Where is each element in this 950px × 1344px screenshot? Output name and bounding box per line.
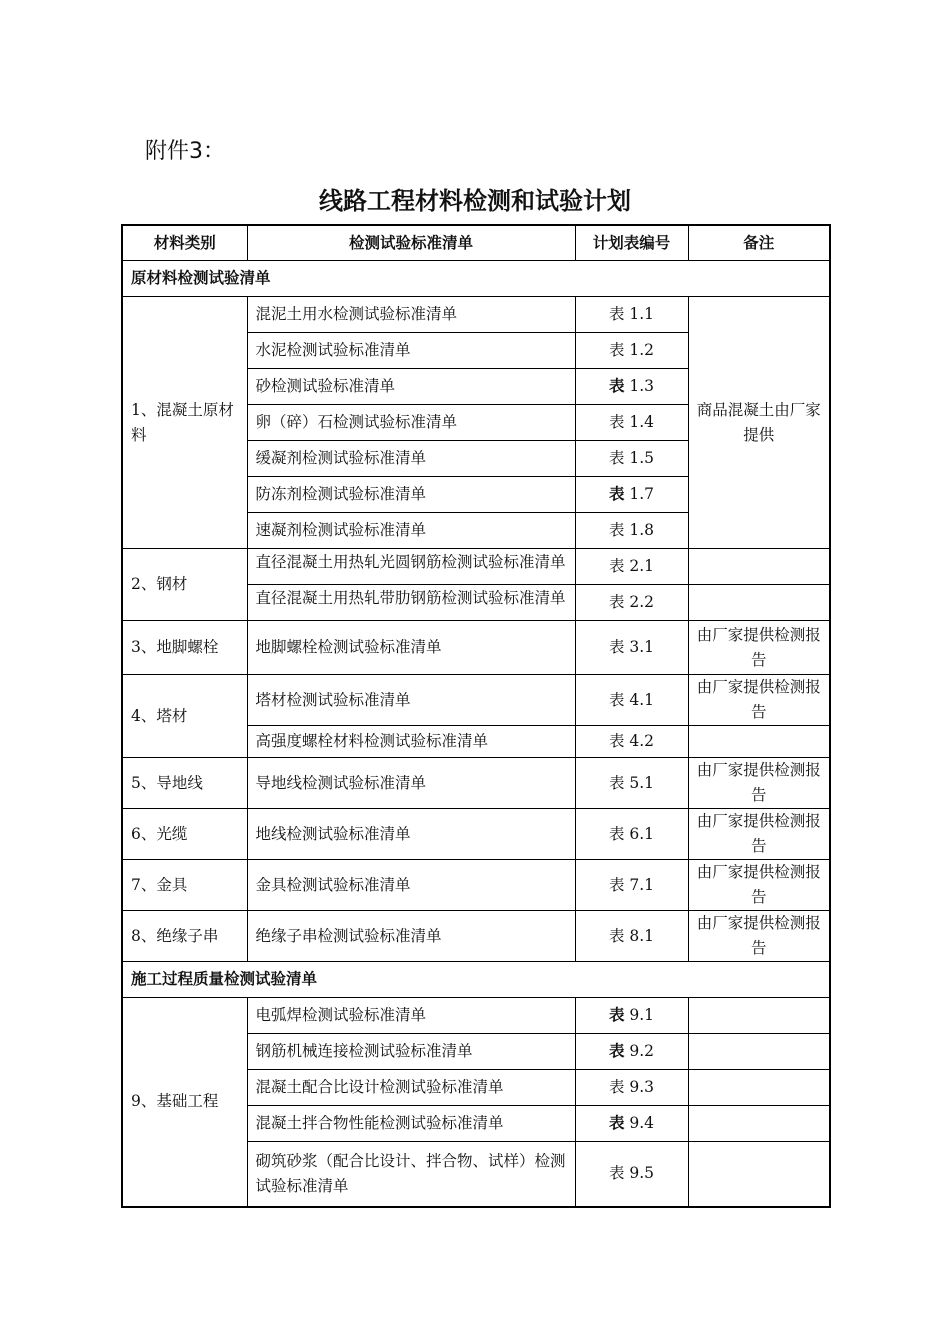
header-standard-list: 检测试验标准清单 xyxy=(247,225,575,261)
category-cell: 1、混凝土原材料 xyxy=(122,297,247,549)
document-title: 线路工程材料检测和试验计划 xyxy=(319,187,631,215)
category-cell: 9、基础工程 xyxy=(122,998,247,1207)
category-cell: 3、地脚螺栓 xyxy=(122,621,247,675)
standard-cell: 混凝土配合比设计检测试验标准清单 xyxy=(247,1070,575,1106)
standard-cell: 卵（碎）石检测试验标准清单 xyxy=(247,405,575,441)
plan-number-cell: 表 1.1 xyxy=(575,297,688,333)
plan-number-cell: 表 9.3 xyxy=(575,1070,688,1106)
table-row xyxy=(122,998,830,1034)
standard-cell: 砌筑砂浆（配合比设计、拌合物、试样）检测试验标准清单 xyxy=(247,1142,575,1207)
category-cell: 7、金具 xyxy=(122,860,247,911)
category-cell: 6、光缆 xyxy=(122,809,247,860)
standard-cell: 防冻剂检测试验标准清单 xyxy=(247,477,575,513)
plan-number-cell: 表 4.2 xyxy=(575,726,688,758)
category-cell: 8、绝缘子串 xyxy=(122,911,247,962)
remarks-cell xyxy=(688,1106,830,1142)
section-raw-materials: 原材料检测试验清单 xyxy=(122,261,830,297)
table-row xyxy=(122,860,830,911)
remarks-cell xyxy=(688,998,830,1034)
standard-cell: 塔材检测试验标准清单 xyxy=(247,675,575,726)
plan-number-cell: 表 1.8 xyxy=(575,513,688,549)
plan-number-cell: 表 4.1 xyxy=(575,675,688,726)
plan-number-cell: 表 9.1 xyxy=(575,998,688,1034)
remarks-cell xyxy=(688,585,830,621)
standard-cell: 混泥土用水检测试验标准清单 xyxy=(247,297,575,333)
table-row xyxy=(122,809,830,860)
standard-cell: 钢筋机械连接检测试验标准清单 xyxy=(247,1034,575,1070)
plan-number-cell: 表 1.4 xyxy=(575,405,688,441)
remarks-cell: 由厂家提供检测报告 xyxy=(688,911,830,962)
plan-number-cell: 表 1.7 xyxy=(575,477,688,513)
plan-number-cell: 表 3.1 xyxy=(575,621,688,675)
attachment-label: 附件3： xyxy=(145,139,225,164)
standard-cell: 缓凝剂检测试验标准清单 xyxy=(247,441,575,477)
standard-cell: 金具检测试验标准清单 xyxy=(247,860,575,911)
section-row xyxy=(122,261,830,297)
header-plan-number: 计划表编号 xyxy=(575,225,688,261)
remarks-cell xyxy=(688,1142,830,1207)
header-category: 材料类别 xyxy=(122,225,247,261)
plan-number-cell: 表 1.5 xyxy=(575,441,688,477)
section-construction-quality: 施工过程质量检测试验清单 xyxy=(122,962,830,998)
plan-number-cell: 表 9.2 xyxy=(575,1034,688,1070)
remarks-cell xyxy=(688,726,830,758)
plan-number-cell: 表 5.1 xyxy=(575,758,688,809)
category-cell: 2、钢材 xyxy=(122,549,247,621)
plan-number-cell: 表 1.2 xyxy=(575,333,688,369)
standard-cell: 导地线检测试验标准清单 xyxy=(247,758,575,809)
remarks-cell: 由厂家提供检测报告 xyxy=(688,621,830,675)
header-row xyxy=(122,225,830,261)
header-remarks: 备注 xyxy=(688,225,830,261)
standard-cell: 地线检测试验标准清单 xyxy=(247,809,575,860)
category-cell: 5、导地线 xyxy=(122,758,247,809)
standard-cell: 速凝剂检测试验标准清单 xyxy=(247,513,575,549)
plan-number-cell: 表 1.3 xyxy=(575,369,688,405)
plan-number-cell: 表 6.1 xyxy=(575,809,688,860)
standard-cell: 绝缘子串检测试验标准清单 xyxy=(247,911,575,962)
remarks-cell: 由厂家提供检测报告 xyxy=(688,860,830,911)
plan-number-cell: 表 8.1 xyxy=(575,911,688,962)
standard-cell: 直径混凝土用热轧带肋钢筋检测试验标准清单 xyxy=(247,585,575,621)
standard-cell: 砂检测试验标准清单 xyxy=(247,369,575,405)
standard-cell: 高强度螺栓材料检测试验标准清单 xyxy=(247,726,575,758)
standard-cell: 电弧焊检测试验标准清单 xyxy=(247,998,575,1034)
standard-cell: 混凝土拌合物性能检测试验标准清单 xyxy=(247,1106,575,1142)
test-plan-table xyxy=(121,224,831,1208)
standard-cell: 直径混凝土用热轧光圆钢筋检测试验标准清单 xyxy=(247,549,575,585)
remarks-cell: 由厂家提供检测报告 xyxy=(688,809,830,860)
standard-cell: 地脚螺栓检测试验标准清单 xyxy=(247,621,575,675)
remarks-cell: 由厂家提供检测报告 xyxy=(688,675,830,726)
plan-number-cell: 表 2.2 xyxy=(575,585,688,621)
plan-number-cell: 表 9.5 xyxy=(575,1142,688,1207)
plan-number-cell: 表 7.1 xyxy=(575,860,688,911)
plan-number-cell: 表 2.1 xyxy=(575,549,688,585)
remarks-cell xyxy=(688,549,830,585)
table-row xyxy=(122,621,830,675)
table-row xyxy=(122,911,830,962)
category-cell: 4、塔材 xyxy=(122,675,247,758)
remarks-cell: 由厂家提供检测报告 xyxy=(688,758,830,809)
plan-number-cell: 表 9.4 xyxy=(575,1106,688,1142)
table-row xyxy=(122,758,830,809)
section-row xyxy=(122,962,830,998)
table-row xyxy=(122,549,830,585)
remarks-cell xyxy=(688,1070,830,1106)
remarks-cell: 商品混凝土由厂家提供 xyxy=(688,297,830,549)
table-row xyxy=(122,297,830,333)
remarks-cell xyxy=(688,1034,830,1070)
table-row xyxy=(122,675,830,726)
standard-cell: 水泥检测试验标准清单 xyxy=(247,333,575,369)
